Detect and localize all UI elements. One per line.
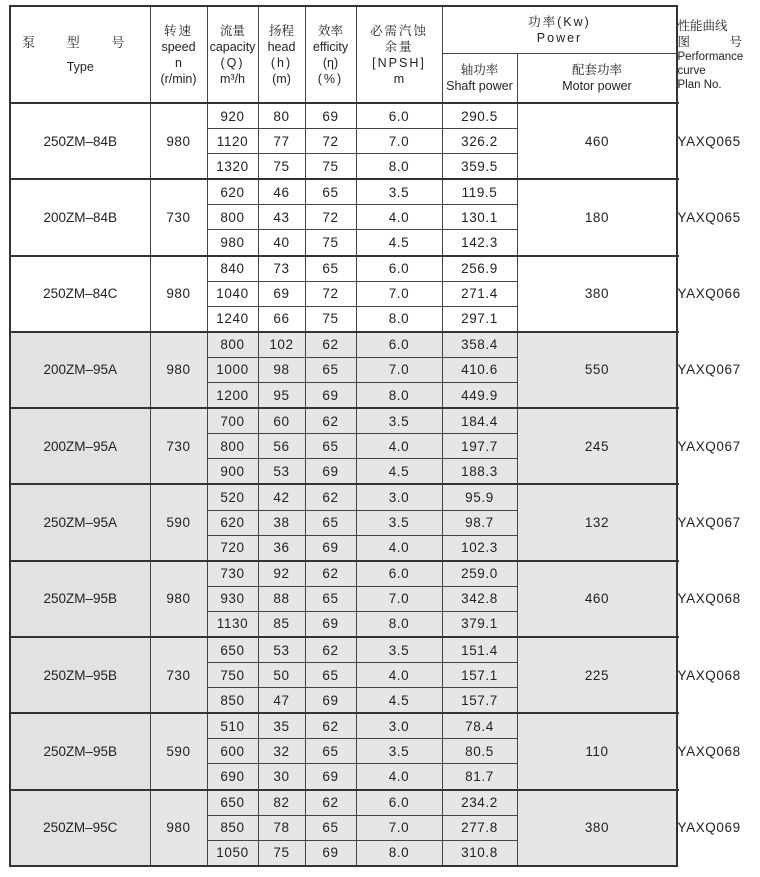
cell-head: 43 (258, 205, 305, 230)
header-efficiency (305, 6, 356, 103)
cell-pump-type: 250ZM–95B (10, 561, 150, 637)
cell-head: 75 (258, 840, 305, 866)
cell-head: 102 (258, 332, 305, 358)
cell-capacity: 850 (207, 815, 258, 840)
cell-shaft-power: 142.3 (442, 230, 517, 256)
cell-efficiency: 75 (305, 306, 356, 332)
header-head-sym: (h) (270, 55, 293, 70)
cell-capacity: 800 (207, 434, 258, 459)
cell-shaft-power: 358.4 (442, 332, 517, 358)
cell-head: 73 (258, 256, 305, 282)
cell-efficiency: 65 (305, 815, 356, 840)
cell-head: 50 (258, 663, 305, 688)
cell-efficiency: 62 (305, 713, 356, 739)
table-row: 200ZM–95A 980 800 102 62 6.0 358.4 550 YAXQ067 (10, 332, 677, 358)
cell-head: 98 (258, 357, 305, 382)
cell-efficiency: 69 (305, 383, 356, 409)
cell-npsh: 4.0 (356, 434, 442, 459)
table-row: 200ZM–84B 730 620 46 65 3.5 119.5 180 YAXQ065 (10, 179, 677, 205)
cell-shaft-power: 449.9 (442, 383, 517, 409)
cell-efficiency: 75 (305, 230, 356, 256)
header-speed (150, 6, 207, 103)
header-npsh-unit: m (393, 71, 405, 86)
header-type (10, 6, 150, 103)
cell-head: 95 (258, 383, 305, 409)
table-body (10, 103, 741, 866)
cell-capacity: 1040 (207, 281, 258, 306)
cell-efficiency: 72 (305, 205, 356, 230)
cell-npsh: 3.5 (356, 408, 442, 434)
cell-capacity: 510 (207, 713, 258, 739)
cell-efficiency: 62 (305, 790, 356, 816)
cell-efficiency: 62 (305, 484, 356, 510)
cell-pump-type: 250ZM–95B (10, 713, 150, 789)
cell-capacity: 920 (207, 103, 258, 129)
cell-shaft-power: 234.2 (442, 790, 517, 816)
cell-efficiency: 69 (305, 764, 356, 790)
cell-efficiency: 62 (305, 637, 356, 663)
cell-head: 47 (258, 688, 305, 714)
cell-capacity: 730 (207, 561, 258, 587)
cell-npsh: 4.5 (356, 688, 442, 714)
cell-head: 36 (258, 535, 305, 561)
cell-head: 35 (258, 713, 305, 739)
header-head (258, 6, 305, 103)
cell-npsh: 3.5 (356, 510, 442, 535)
cell-npsh: 7.0 (356, 357, 442, 382)
cell-head: 60 (258, 408, 305, 434)
cell-speed: 980 (150, 790, 207, 866)
table-row: 250ZM–84B 980 920 80 69 6.0 290.5 460 YAXQ065 (10, 103, 677, 129)
cell-efficiency: 75 (305, 154, 356, 180)
cell-pump-type: 250ZM–95C (10, 790, 150, 866)
cell-npsh: 8.0 (356, 383, 442, 409)
cell-shaft-power: 81.7 (442, 764, 517, 790)
cell-shaft-power: 379.1 (442, 611, 517, 637)
cell-capacity: 600 (207, 739, 258, 764)
cell-pump-type: 200ZM–95A (10, 408, 150, 484)
cell-motor-power: 460 (517, 561, 677, 637)
cell-efficiency: 65 (305, 357, 356, 382)
cell-npsh: 4.0 (356, 764, 442, 790)
header-capacity-cn: 流量 (219, 23, 245, 38)
cell-capacity: 800 (207, 205, 258, 230)
cell-speed: 730 (150, 179, 207, 255)
cell-npsh: 8.0 (356, 840, 442, 866)
table-row: 250ZM–95C 980 650 82 62 6.0 234.2 380 YAXQ069 (10, 790, 677, 816)
cell-efficiency: 69 (305, 840, 356, 866)
cell-pump-type: 200ZM–84B (10, 179, 150, 255)
header-speed-cn: 转速 (163, 23, 193, 38)
cell-shaft-power: 290.5 (442, 103, 517, 129)
cell-shaft-power: 151.4 (442, 637, 517, 663)
cell-pump-type: 250ZM–95A (10, 484, 150, 560)
cell-efficiency: 62 (305, 408, 356, 434)
header-efficiency-unit: (%) (317, 71, 344, 86)
header-shaft (442, 54, 517, 104)
cell-head: 46 (258, 179, 305, 205)
cell-head: 53 (258, 459, 305, 485)
cell-head: 69 (258, 281, 305, 306)
cell-head: 75 (258, 154, 305, 180)
header-capacity-sym: (Q) (220, 55, 245, 70)
cell-capacity: 690 (207, 764, 258, 790)
header-power (442, 6, 677, 54)
cell-capacity: 720 (207, 535, 258, 561)
header-head-en: head (267, 39, 296, 54)
cell-efficiency: 69 (305, 611, 356, 637)
cell-efficiency: 65 (305, 434, 356, 459)
spec-table-container (9, 5, 760, 867)
cell-efficiency: 69 (305, 688, 356, 714)
cell-head: 92 (258, 561, 305, 587)
cell-speed: 590 (150, 713, 207, 789)
cell-pump-type: 250ZM–95B (10, 637, 150, 713)
cell-npsh: 7.0 (356, 586, 442, 611)
cell-shaft-power: 78.4 (442, 713, 517, 739)
cell-capacity: 700 (207, 408, 258, 434)
header-power-cn: 功率(Kw) (528, 15, 591, 29)
cell-shaft-power: 297.1 (442, 306, 517, 332)
cell-capacity: 1050 (207, 840, 258, 866)
cell-capacity: 1240 (207, 306, 258, 332)
cell-speed: 730 (150, 637, 207, 713)
table-row: 250ZM–95B 730 650 53 62 3.5 151.4 225 YAXQ068 (10, 637, 677, 663)
cell-head: 78 (258, 815, 305, 840)
cell-capacity: 520 (207, 484, 258, 510)
table-row: 200ZM–95A 730 700 60 62 3.5 184.4 245 YAXQ067 (10, 408, 677, 434)
cell-shaft-power: 310.8 (442, 840, 517, 866)
header-motor-cn: 配套功率 (571, 63, 622, 77)
cell-capacity: 650 (207, 790, 258, 816)
cell-shaft-power: 197.7 (442, 434, 517, 459)
cell-speed: 730 (150, 408, 207, 484)
cell-efficiency: 62 (305, 332, 356, 358)
cell-shaft-power: 188.3 (442, 459, 517, 485)
cell-shaft-power: 98.7 (442, 510, 517, 535)
cell-head: 85 (258, 611, 305, 637)
cell-pump-type: 200ZM–95A (10, 332, 150, 408)
cell-motor-power: 380 (517, 790, 677, 866)
header-type-cn: 泵 型 号 (22, 34, 139, 50)
cell-npsh: 4.5 (356, 230, 442, 256)
pump-performance-table (9, 5, 760, 867)
cell-speed: 980 (150, 332, 207, 408)
cell-capacity: 620 (207, 179, 258, 205)
header-capacity-unit: m³/h (220, 71, 245, 86)
cell-npsh: 4.0 (356, 535, 442, 561)
cell-npsh: 8.0 (356, 611, 442, 637)
cell-efficiency: 65 (305, 179, 356, 205)
table-row: 250ZM–95A 590 520 42 62 3.0 95.9 132 YAXQ067 (10, 484, 677, 510)
header-motor-en: Motor power (562, 79, 632, 93)
cell-npsh: 7.0 (356, 281, 442, 306)
cell-npsh: 4.5 (356, 459, 442, 485)
header-head-cn: 扬程 (268, 23, 294, 38)
cell-capacity: 1200 (207, 383, 258, 409)
cell-efficiency: 72 (305, 129, 356, 154)
header-shaft-en: Shaft power (446, 79, 513, 93)
cell-efficiency: 65 (305, 739, 356, 764)
cell-npsh: 4.0 (356, 205, 442, 230)
cell-capacity: 750 (207, 663, 258, 688)
cell-npsh: 6.0 (356, 332, 442, 358)
cell-head: 88 (258, 586, 305, 611)
cell-capacity: 850 (207, 688, 258, 714)
cell-capacity: 840 (207, 256, 258, 282)
cell-efficiency: 65 (305, 663, 356, 688)
cell-motor-power: 380 (517, 256, 677, 332)
cell-shaft-power: 157.1 (442, 663, 517, 688)
cell-npsh: 7.0 (356, 815, 442, 840)
cell-motor-power: 132 (517, 484, 677, 560)
cell-head: 32 (258, 739, 305, 764)
cell-motor-power: 180 (517, 179, 677, 255)
cell-shaft-power: 256.9 (442, 256, 517, 282)
cell-efficiency: 65 (305, 586, 356, 611)
cell-speed: 980 (150, 561, 207, 637)
header-type-en: Type (66, 59, 94, 74)
header-efficiency-sym: (η) (322, 55, 339, 70)
cell-shaft-power: 95.9 (442, 484, 517, 510)
cell-npsh: 3.0 (356, 484, 442, 510)
cell-npsh: 3.0 (356, 713, 442, 739)
header-efficiency-cn: 效率 (317, 23, 343, 38)
header-capacity-en: capacity (209, 39, 256, 54)
cell-head: 53 (258, 637, 305, 663)
cell-npsh: 6.0 (356, 790, 442, 816)
cell-shaft-power: 130.1 (442, 205, 517, 230)
cell-head: 82 (258, 790, 305, 816)
cell-motor-power: 460 (517, 103, 677, 179)
cell-efficiency: 72 (305, 281, 356, 306)
cell-capacity: 1320 (207, 154, 258, 180)
cell-shaft-power: 277.8 (442, 815, 517, 840)
cell-capacity: 1130 (207, 611, 258, 637)
cell-head: 30 (258, 764, 305, 790)
cell-head: 40 (258, 230, 305, 256)
cell-shaft-power: 326.2 (442, 129, 517, 154)
cell-efficiency: 65 (305, 510, 356, 535)
table-row: 250ZM–95B 590 510 35 62 3.0 78.4 110 YAXQ068 (10, 713, 677, 739)
cell-shaft-power: 80.5 (442, 739, 517, 764)
cell-npsh: 6.0 (356, 561, 442, 587)
cell-npsh: 3.5 (356, 179, 442, 205)
cell-shaft-power: 184.4 (442, 408, 517, 434)
cell-capacity: 900 (207, 459, 258, 485)
cell-capacity: 980 (207, 230, 258, 256)
cell-efficiency: 65 (305, 256, 356, 282)
cell-shaft-power: 359.5 (442, 154, 517, 180)
cell-shaft-power: 102.3 (442, 535, 517, 561)
cell-capacity: 650 (207, 637, 258, 663)
cell-efficiency: 69 (305, 459, 356, 485)
table-row: 250ZM–84C 980 840 73 65 6.0 256.9 380 YAXQ066 (10, 256, 677, 282)
cell-motor-power: 225 (517, 637, 677, 713)
cell-shaft-power: 259.0 (442, 561, 517, 587)
cell-efficiency: 69 (305, 103, 356, 129)
cell-efficiency: 62 (305, 561, 356, 587)
cell-head: 66 (258, 306, 305, 332)
header-capacity (207, 6, 258, 103)
cell-efficiency: 69 (305, 535, 356, 561)
cell-npsh: 8.0 (356, 306, 442, 332)
cell-capacity: 800 (207, 332, 258, 358)
cell-npsh: 8.0 (356, 154, 442, 180)
header-efficiency-en: efficity (312, 39, 349, 54)
header-head-unit: (m) (272, 71, 291, 86)
table-row: 250ZM–95B 980 730 92 62 6.0 259.0 460 YAXQ068 (10, 561, 677, 587)
cell-motor-power: 245 (517, 408, 677, 484)
header-speed-sym: n (175, 55, 182, 70)
cell-head: 42 (258, 484, 305, 510)
cell-shaft-power: 271.4 (442, 281, 517, 306)
cell-npsh: 6.0 (356, 256, 442, 282)
cell-speed: 980 (150, 103, 207, 179)
cell-shaft-power: 410.6 (442, 357, 517, 382)
header-npsh-cn2: 余量 (384, 39, 414, 54)
cell-head: 77 (258, 129, 305, 154)
cell-pump-type: 250ZM–84B (10, 103, 150, 179)
cell-capacity: 930 (207, 586, 258, 611)
cell-capacity: 1120 (207, 129, 258, 154)
table-header: 泵 型 号 Type 转速 speed n (r/min) 流量 capacity (Q) m³/h 扬程 head (h) (m) 效率 efficity (η) (%) 必需汽蚀 余量 [NPSH] m 功率(Kw) Power 性能曲线 图 号 Performance curve Plan No. 轴功率 Shaft power 配套功率 Motor power (10, 6, 677, 103)
cell-npsh: 6.0 (356, 103, 442, 129)
header-npsh (356, 6, 442, 103)
header-speed-unit: (r/min) (160, 71, 197, 86)
cell-head: 38 (258, 510, 305, 535)
cell-motor-power: 110 (517, 713, 677, 789)
header-power-en: Power (536, 31, 583, 45)
cell-shaft-power: 157.7 (442, 688, 517, 714)
header-npsh-sym: [NPSH] (372, 55, 426, 70)
cell-npsh: 3.5 (356, 739, 442, 764)
header-motor (517, 54, 677, 104)
header-shaft-cn: 轴功率 (460, 63, 499, 77)
header-speed-en: speed (161, 39, 196, 54)
cell-head: 80 (258, 103, 305, 129)
cell-speed: 980 (150, 256, 207, 332)
cell-head: 56 (258, 434, 305, 459)
cell-capacity: 1000 (207, 357, 258, 382)
cell-npsh: 3.5 (356, 637, 442, 663)
cell-pump-type: 250ZM–84C (10, 256, 150, 332)
cell-npsh: 4.0 (356, 663, 442, 688)
cell-npsh: 7.0 (356, 129, 442, 154)
cell-motor-power: 550 (517, 332, 677, 408)
cell-capacity: 620 (207, 510, 258, 535)
cell-speed: 590 (150, 484, 207, 560)
cell-shaft-power: 342.8 (442, 586, 517, 611)
cell-shaft-power: 119.5 (442, 179, 517, 205)
header-npsh-cn1: 必需汽蚀 (369, 23, 428, 38)
